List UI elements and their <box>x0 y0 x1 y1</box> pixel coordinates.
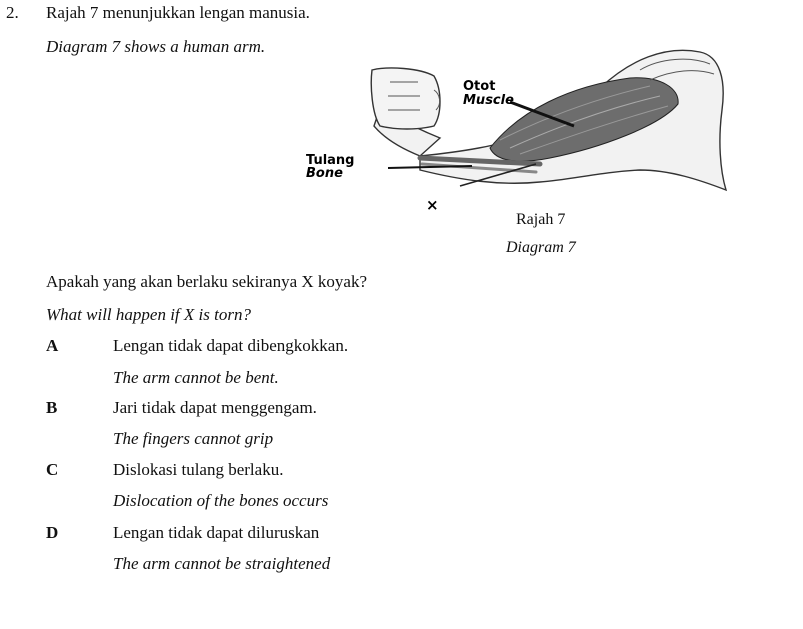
question-text-malay: Apakah yang akan berlaku sekiranya X koyak? <box>46 272 367 291</box>
figure-caption-malay: Rajah 7 <box>516 211 566 228</box>
label-muscle-malay: Otot <box>463 79 496 94</box>
option-b-english: The fingers cannot grip <box>113 429 274 448</box>
label-bone-english: Bone <box>306 166 343 181</box>
question-stem-malay: Rajah 7 menunjukkan lengan manusia. <box>46 3 310 22</box>
option-b-malay: Jari tidak dapat menggengam. <box>113 398 317 417</box>
label-x: × <box>426 196 439 214</box>
question-text-english: What will happen if X is torn? <box>46 305 251 324</box>
option-c-letter: C <box>46 460 59 479</box>
option-c-malay: Dislokasi tulang berlaku. <box>113 460 284 479</box>
option-d-english: The arm cannot be straightened <box>113 554 331 573</box>
option-a-english: The arm cannot be bent. <box>113 368 279 387</box>
option-a-letter: A <box>46 336 59 355</box>
option-c-english: Dislocation of the bones occurs <box>113 491 329 510</box>
fist-outline <box>371 68 440 129</box>
question-stem-english: Diagram 7 shows a human arm. <box>46 37 266 56</box>
human-arm-diagram <box>300 30 730 230</box>
option-b-letter: B <box>46 398 58 417</box>
option-a-malay: Lengan tidak dapat dibengkokkan. <box>113 336 349 355</box>
label-bone-malay: Tulang <box>306 153 355 168</box>
option-d-letter: D <box>46 523 59 542</box>
figure-caption-english: Diagram 7 <box>506 239 576 256</box>
option-d-malay: Lengan tidak dapat diluruskan <box>113 523 320 542</box>
question-number: 2. <box>6 3 19 22</box>
label-muscle-english: Muscle <box>463 93 514 108</box>
